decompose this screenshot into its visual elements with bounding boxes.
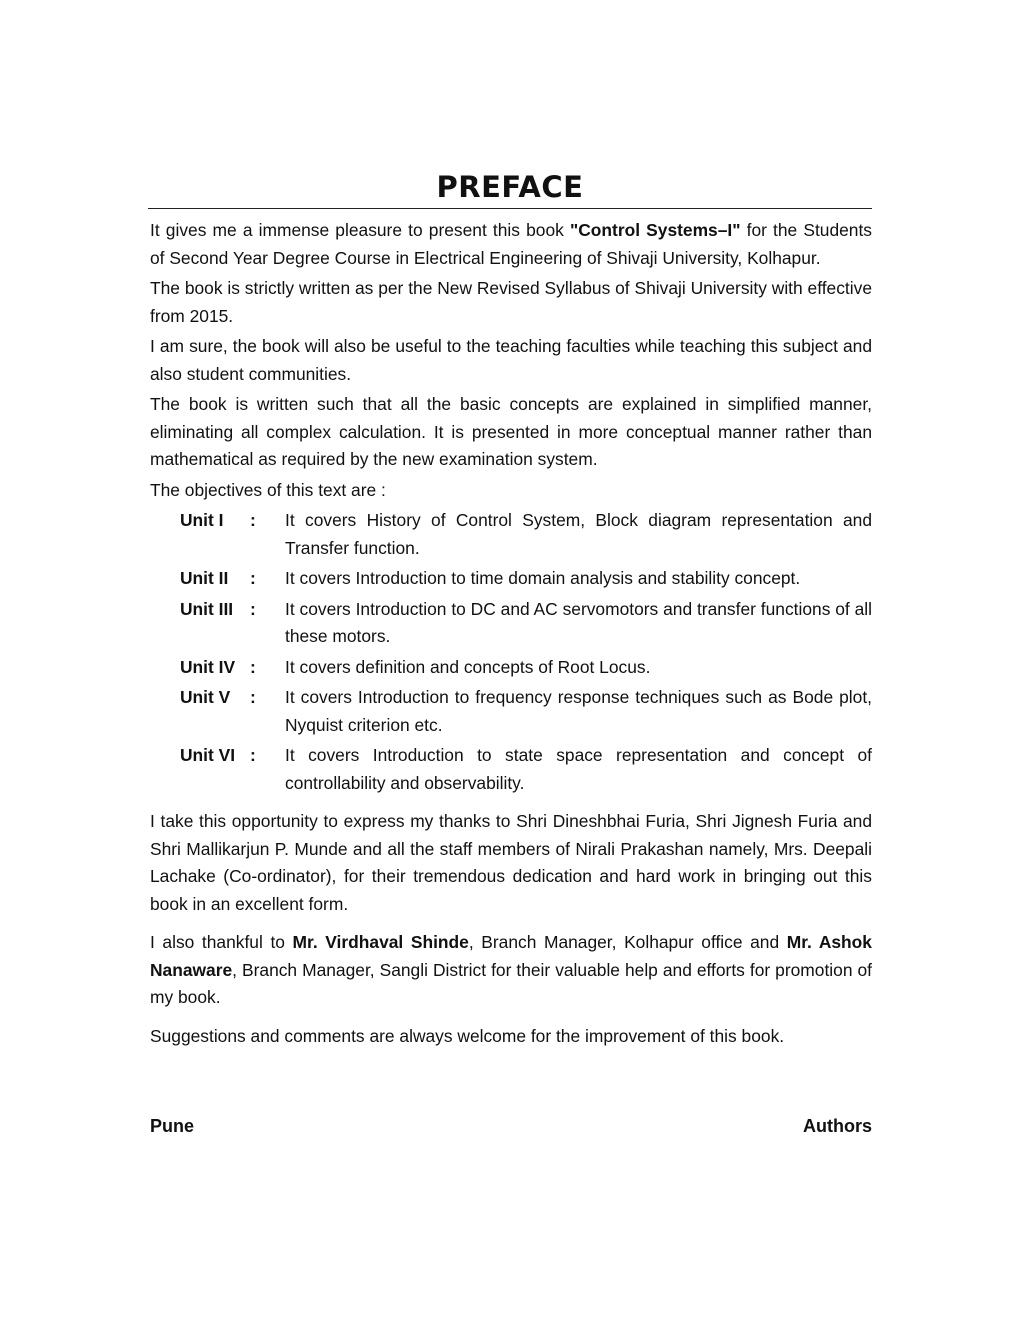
unit-item	[180, 507, 872, 562]
unit-description: It covers History of Control System, Block diagram representation and Transfer function.	[285, 510, 872, 558]
unit-description: It covers Introduction to frequency response techniques such as Bode plot, Nyquist criterion etc.	[285, 687, 872, 735]
closing-paragraph: Suggestions and comments are always welcome for the improvement of this book.	[150, 1025, 785, 1046]
unit-name: Unit II	[180, 568, 229, 588]
title-rule	[148, 208, 872, 209]
unit-name: Unit III	[180, 598, 234, 619]
unit-item	[180, 684, 872, 739]
unit-item	[180, 565, 872, 593]
thanks2-text-1: I also thankful to	[150, 932, 293, 952]
place-label: Pune	[150, 1116, 195, 1136]
unit-colon: :	[250, 598, 256, 619]
unit-description: It covers definition and concepts of Root Locus.	[285, 656, 651, 677]
manager-name-2: Mr. Ashok Nanaware	[150, 932, 872, 980]
unit-description: It covers Introduction to time domain analysis and stability concept.	[285, 568, 801, 588]
objectives-heading: The objectives of this text are :	[150, 479, 386, 500]
syllabus-paragraph: The book is strictly written as per the New Revised Syllabus of Shivaji University with effective from 2015.	[150, 278, 872, 326]
unit-colon: :	[250, 568, 256, 588]
signature-footer	[150, 1112, 872, 1140]
unit-name: Unit I	[180, 510, 224, 530]
unit-item	[180, 654, 872, 682]
thanks-paragraph: I take this opportunity to express my thanks to Shri Dineshbhai Furia, Shri Jignesh Furia and Shri Mallikarjun P. Munde and all the staff members of Nirali Prakashan namely, Mrs. Deepali Lachake (Co-ordinator), for their tremendous dedication and hard work in bringing out this book in an excellent form.	[150, 811, 872, 914]
intro-text-1: It gives me a immense pleasure to present this book	[150, 220, 570, 240]
book-title: "Control Systems–I"	[569, 220, 741, 240]
unit-name: Unit VI	[180, 745, 236, 765]
thanks2-text-3: , Branch Manager, Sangli District for their valuable help and efforts for promotion of my book.	[150, 959, 872, 1007]
unit-list	[148, 507, 872, 797]
unit-colon: :	[250, 510, 256, 530]
thanks2-text-2: , Branch Manager, Kolhapur office and	[468, 932, 787, 952]
unit-description: It covers Introduction to DC and AC servomotors and transfer functions of all these motors.	[285, 598, 872, 646]
usefulness-paragraph: I am sure, the book will also be useful to the teaching faculties while teaching this subject and also student communities.	[150, 336, 872, 384]
intro-text-2: for the Students of Second Year Degree Course in Electrical Engineering of Shivaji University, Kolhapur.	[150, 220, 873, 268]
unit-colon: :	[250, 745, 256, 765]
unit-colon: :	[250, 687, 256, 707]
unit-name: Unit IV	[180, 656, 236, 677]
thanks-managers-paragraph	[148, 929, 872, 1012]
unit-description: It covers Introduction to state space representation and concept of controllability and observability.	[285, 745, 872, 793]
preface-page	[148, 168, 872, 1053]
unit-colon: :	[250, 656, 256, 677]
manager-name-1: Mr. Virdhaval Shinde	[292, 932, 469, 952]
intro-paragraph	[148, 217, 872, 272]
page-title: PREFACE	[436, 170, 584, 204]
unit-item	[180, 596, 872, 651]
unit-item	[180, 742, 872, 797]
authors-signature: Authors	[803, 1116, 872, 1136]
concepts-paragraph: The book is written such that all the basic concepts are explained in simplified manner, eliminating all complex calculation. It is presented in more conceptual manner rather than mathematical as required by the new examination system.	[150, 394, 872, 469]
unit-name: Unit V	[180, 687, 231, 707]
